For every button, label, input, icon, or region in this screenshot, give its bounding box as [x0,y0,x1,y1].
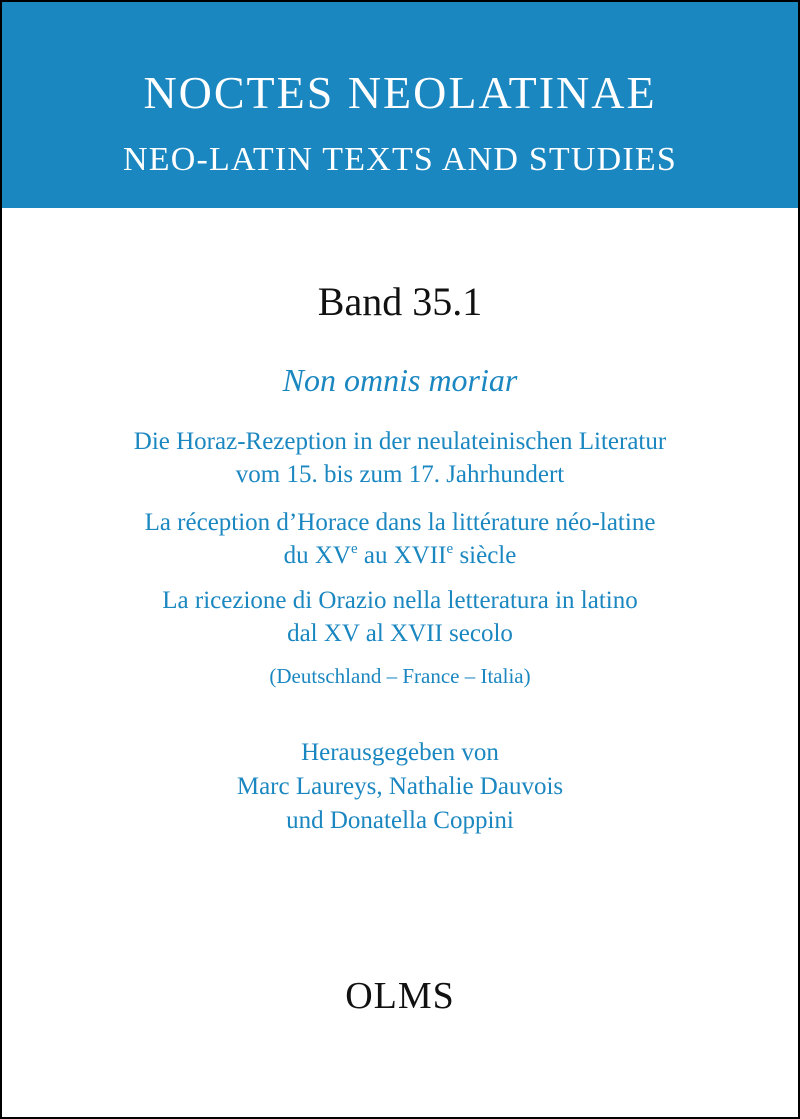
series-subtitle: NEO-LATIN TEXTS AND STUDIES [122,141,678,178]
french-line-2-end: siècle [453,542,517,569]
french-line-2-middle: au XVII [357,542,447,569]
main-title: Non omnis moriar [282,362,518,398]
editors-line-1: Marc Laureys, Nathalie Dauvois [236,773,564,800]
publisher-name: OLMS [345,975,455,1017]
italian-subtitle-line-1: La ricezione di Orazio nella letteratura in latino [162,587,638,614]
series-banner [2,2,798,208]
superscript-e-second: e [446,541,454,557]
editors-label: Herausgegeben von [301,739,499,766]
editors-line-2: und Donatella Coppini [286,807,514,834]
superscript-e-first: e [350,541,358,557]
series-title: NOCTES NEOLATINAE [143,67,657,118]
italian-subtitle-line-2: dal XV al XVII secolo [287,620,513,647]
volume-number: Band 35.1 [317,279,483,324]
german-subtitle-line-2: vom 15. bis zum 17. Jahrhundert [235,461,565,488]
french-subtitle-line-1: La réception d’Horace dans la littérature néo-latine [144,509,656,536]
countries-line: (Deutschland – France – Italia) [269,664,531,688]
french-line-2-start: du XV [283,542,351,569]
french-subtitle-line-2 [2,543,798,568]
german-subtitle-line-1: Die Horaz-Rezeption in der neulateinischen Literatur [133,428,667,455]
